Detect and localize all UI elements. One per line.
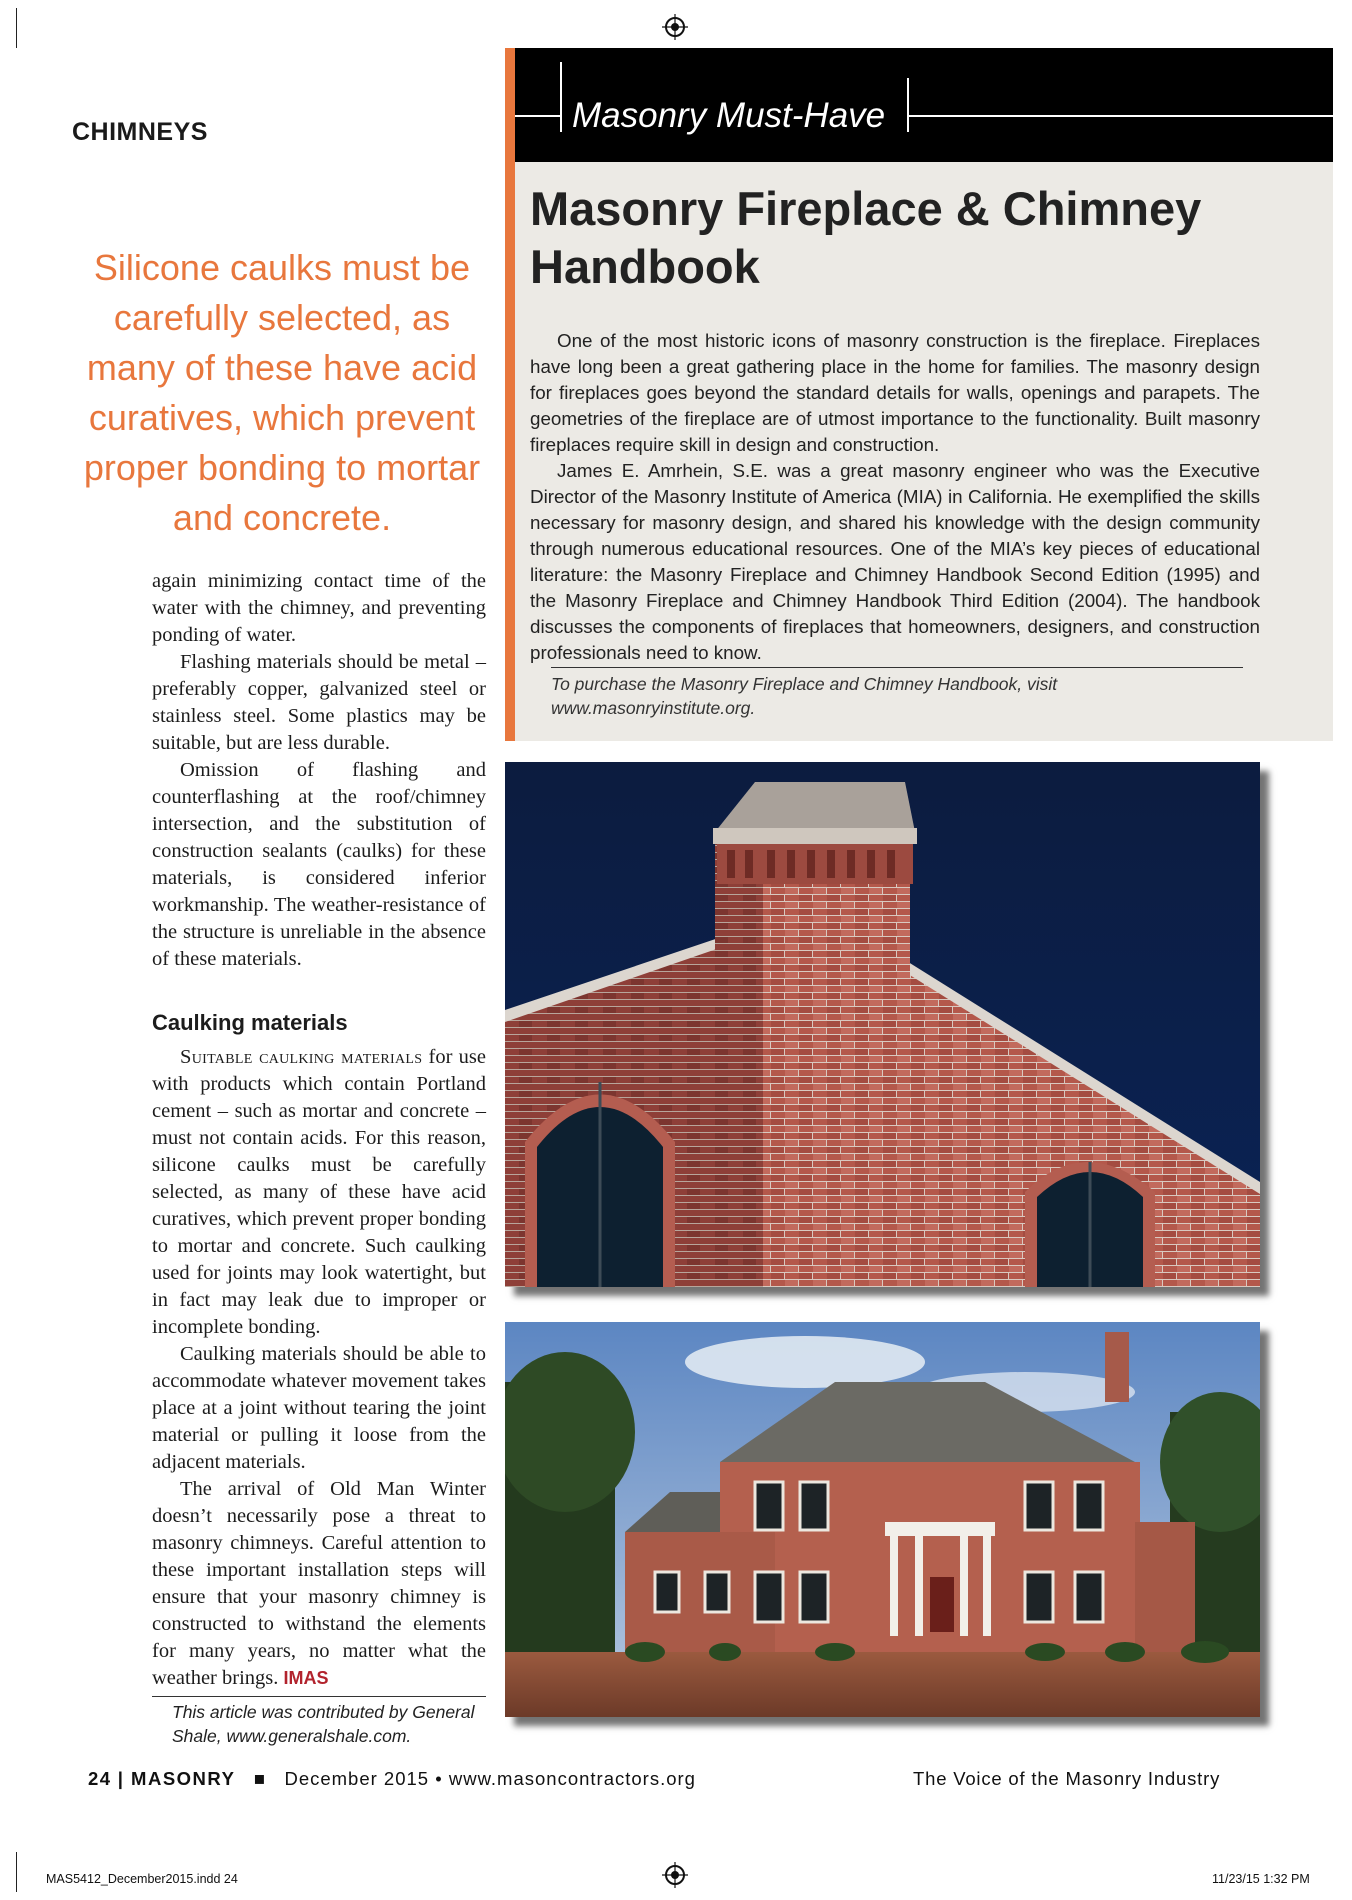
sidebar-paragraph: James E. Amrhein, S.E. was a great masonry engineer who was the Executive Director of the Masonry Institute of America (MIA) in California. He exemplified the skills necessary for masonry design, and shared his knowledge with the design community through numerous educational resources. One of the MIA’s key pieces of educational literature: the Masonry Fireplace and Chimney Handbook Second Edition (1995) and the Masonry Fireplace and Chimney Handbook Third Edition (2004). The handbook discusses the components of fireplaces that homeowners, designers, and construction professionals need to know. [530,460,1260,663]
article-paragraph: again minimizing contact time of the water with the chimney, and preventing ponding of water. [152,570,486,646]
registration-mark-icon [662,1862,688,1888]
paragraph-text: for use with products which contain Portland cement – such as mortar and concrete – must not contain acids. For this reason, silicone caulks must be carefully selected, as many of these have acid curatives, which prevent proper bonding to mortar and concrete. Such caulking used for joints may look watertight, but in fact may leak due to improper or incomplete bonding. [152,1046,486,1338]
sidebar-body [530,328,1260,666]
subheading: Caulking materials [152,1010,348,1035]
sidebar-paragraph: One of the most historic icons of masonry construction is the fireplace. Fireplaces have long been a great gathering place in the home for families. The masonry design for fireplaces goes beyond the standard details for walls, openings and parapets. The geometries of the fireplace are of utmost importance to the functionality. Built masonry fireplaces require skill in design and construction. [530,330,1260,455]
tagline: The Voice of the Masonry Industry [913,1768,1221,1789]
page-number: 24 [88,1768,112,1789]
crop-mark [16,8,17,48]
sidebar-title: Masonry Fireplace & Chimney Handbook [530,182,1202,293]
registration-mark-icon [662,14,688,40]
issue-date: December 2015 [284,1768,430,1789]
page-footer: 24 | MASONRY ■ December 2015 • www.masoncontractors.org [88,1768,696,1789]
crop-mark [16,1852,17,1892]
lead-in: Suitable caulking materials [180,1046,423,1068]
file-slug: MAS5412_December2015.indd 24 [46,1872,238,1886]
timestamp-slug: 11/23/15 1:32 PM [1212,1872,1310,1886]
square-bullet-icon: ■ [253,1768,267,1789]
magazine-name: MASONRY [131,1768,236,1789]
article-paragraph [152,1044,486,1341]
paragraph-text: The arrival of Old Man Winter doesn’t necessarily pose a threat to masonry chimneys. Careful attention to these important installation steps will ensure that your masonry chimney is constructed to withstand the elements for many years, no matter what the weather brings. [152,1478,486,1689]
contributor-note: This article was contributed by General Shale, www.generalshale.com. [152,1696,486,1748]
article-paragraph: Caulking materials should be able to accommodate whatever movement takes place at a joint without tearing the joint material or pulling it loose from the adjacent materials. [152,1343,486,1473]
article-paragraph: Flashing materials should be metal – preferably copper, galvanized steel or stainless steel. Some plastics may be suitable, but are less durable. [152,651,486,754]
section-label: CHIMNEYS [72,118,208,146]
sidebar-header [515,48,1333,162]
website-link[interactable]: www.masoncontractors.org [448,1768,696,1789]
sidebar-accent-bar [505,48,515,741]
article-paragraph [152,1476,486,1692]
divider [551,667,1243,668]
sidebar-tag: Masonry Must-Have [572,96,886,135]
article-body [152,568,486,1748]
pull-quote: Silicone caulks must be carefully selected, as many of these have acid curatives, which prevent proper bonding to mortar and concrete. [83,247,481,538]
house-photo [505,1322,1260,1717]
chimney-photo [505,762,1260,1287]
end-mark: IMAS [283,1668,329,1688]
article-paragraph: Omission of flashing and counterflashing at the roof/chimney intersection, and the substitution of construction sealants (caulks) for these materials, is considered inferior workmanship. The weather-resistance of the structure is unreliable in the absence of these materials. [152,759,486,970]
purchase-note: To purchase the Masonry Fireplace and Chimney Handbook, visit www.masonryinstitute.org. [551,674,1058,718]
footer-bullet: • [435,1768,443,1789]
